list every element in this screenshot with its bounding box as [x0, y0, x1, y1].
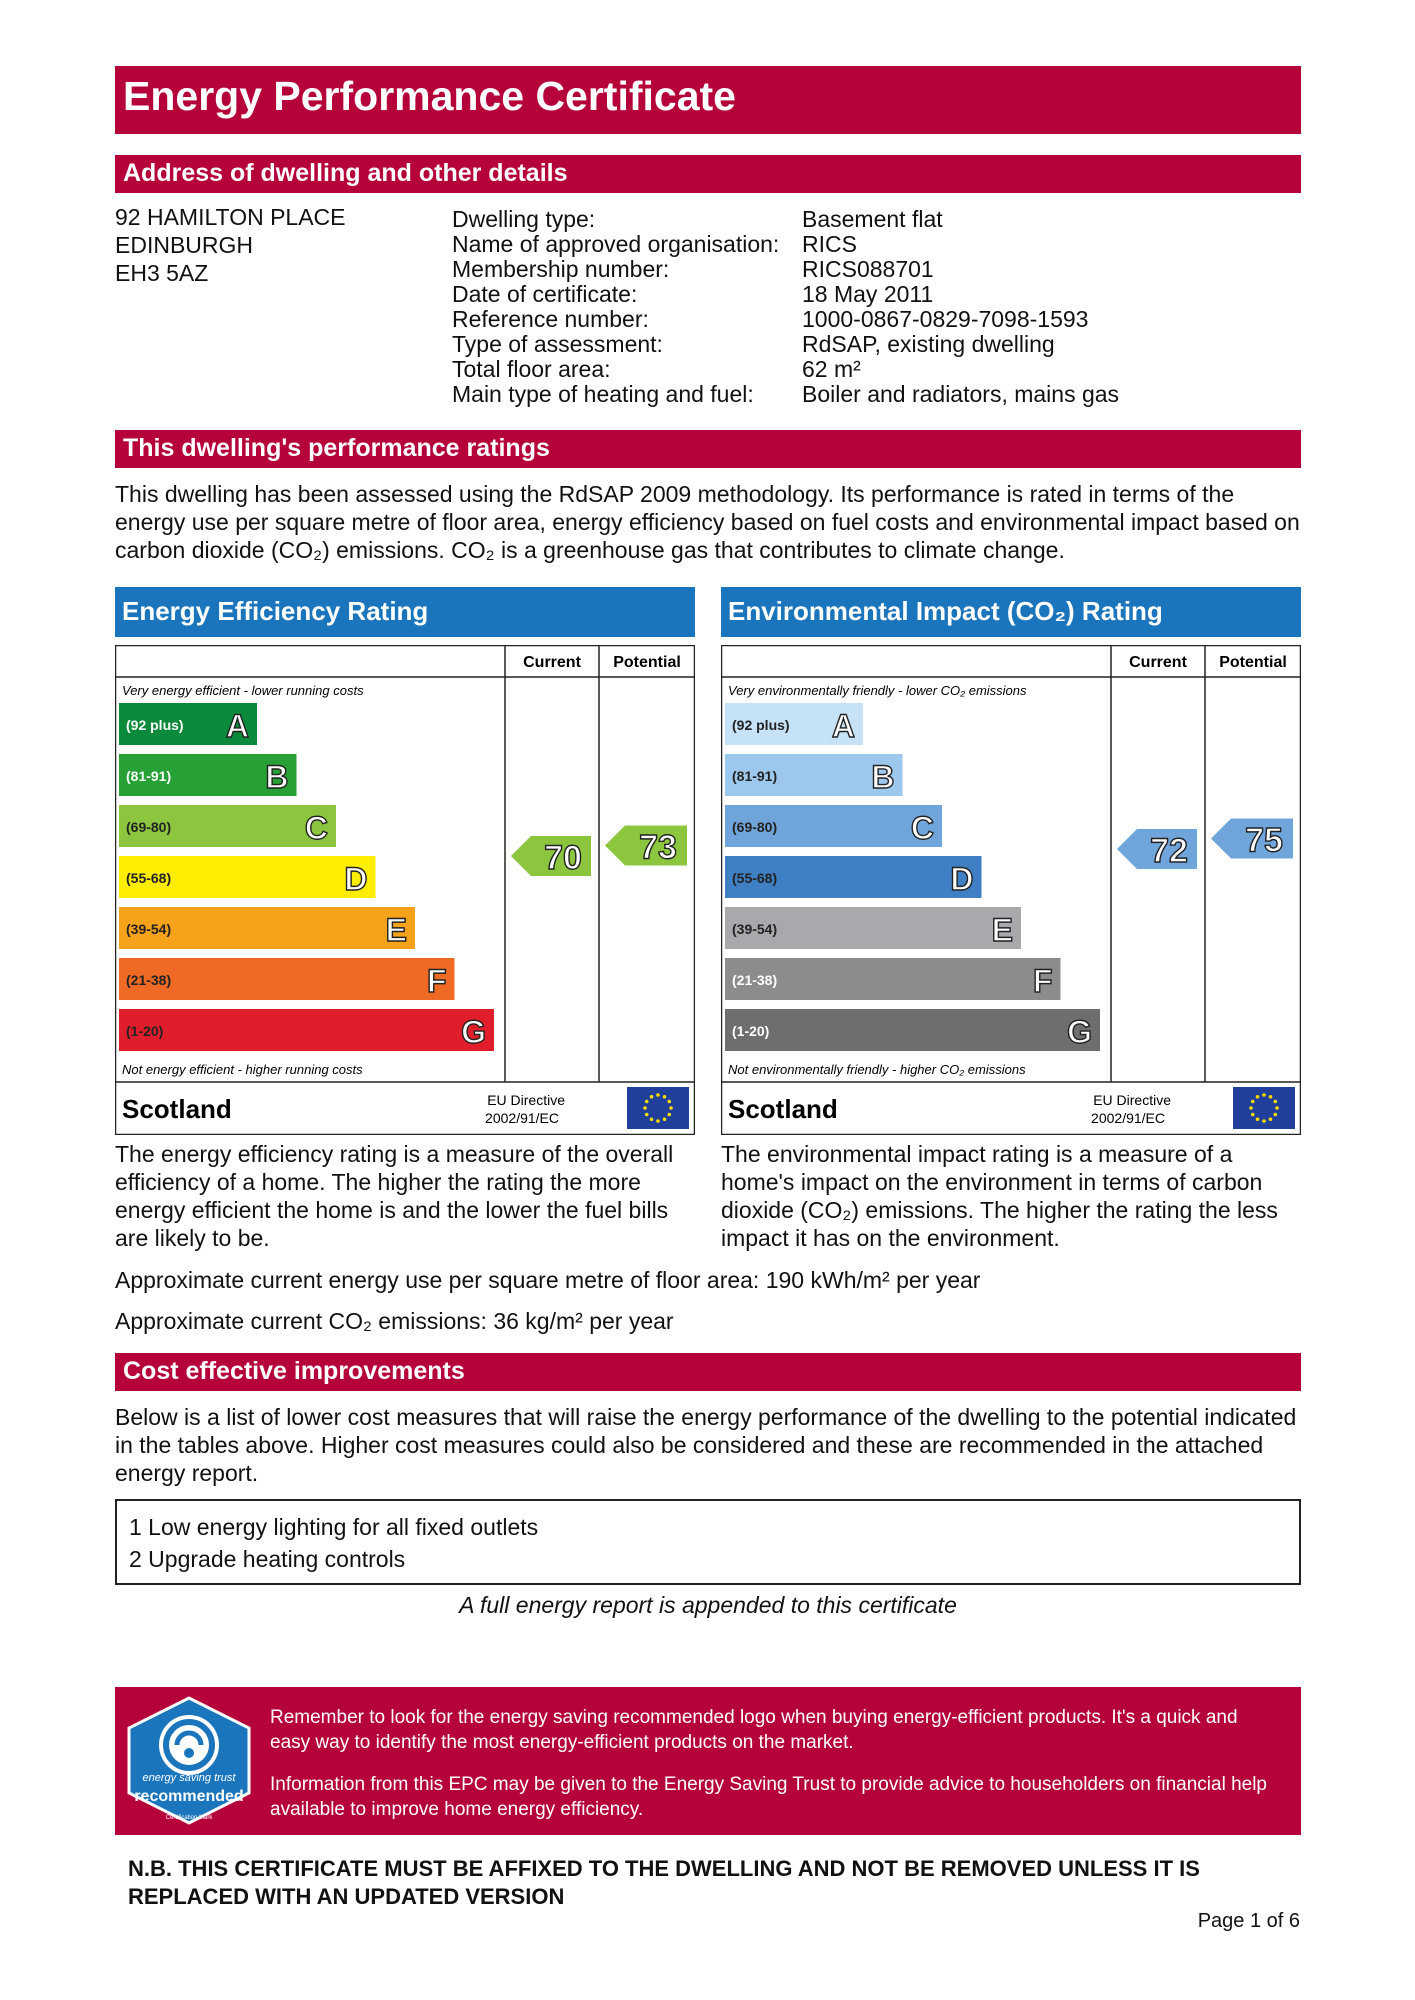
- bottom-note: Not energy efficient - higher running costs: [122, 1062, 363, 1077]
- bottom-note: Not environmentally friendly - higher CO₂ emissions: [728, 1062, 1026, 1077]
- environment-rating-chart: [721, 645, 1301, 1135]
- current-rating-value: 72: [1150, 832, 1188, 870]
- logo-certification-text: Certification Mark: [165, 1815, 213, 1821]
- improvements-list: [115, 1499, 1301, 1585]
- eu-star: [667, 1100, 671, 1104]
- full-report-note: A full energy report is appended to this certificate: [459, 1592, 957, 1618]
- region-label: Scotland: [728, 1094, 838, 1124]
- band-range-label: (92 plus): [126, 717, 184, 733]
- eu-star: [650, 1117, 654, 1121]
- energy-rating-chart: [115, 645, 695, 1135]
- detail-label: Reference number:: [452, 306, 649, 332]
- eu-star: [656, 1119, 660, 1123]
- environmental-impact-panel: [721, 587, 1301, 1251]
- eu-star: [1251, 1100, 1255, 1104]
- nb-notice: N.B. THIS CERTIFICATE MUST BE AFFIXED TO THE DWELLING AND NOT BE REMOVED UNLESS IT IS REPLACED WITH AN UPDATED VERSION: [128, 1856, 1200, 1909]
- current-rating-value: 70: [544, 839, 582, 877]
- band-letter: A: [225, 708, 249, 744]
- detail-label: Total floor area:: [452, 356, 611, 382]
- address-line: 92 HAMILTON PLACE: [115, 204, 346, 230]
- detail-value: RICS: [802, 231, 857, 257]
- energy-saving-trust-banner: [115, 1687, 1301, 1835]
- detail-value: 18 May 2011: [802, 281, 934, 307]
- detail-value: RdSAP, existing dwelling: [802, 331, 1055, 357]
- band-letter: F: [426, 963, 447, 999]
- band-range-label: (1-20): [732, 1023, 770, 1039]
- ratings-intro: This dwelling has been assessed using the RdSAP 2009 methodology. Its performance is rated in terms of the energy use per square metre of floor area, energy efficiency based on fuel costs and environmental impact based on carbon dioxide (CO₂) emissions. CO₂ is a greenhouse gas that contributes to climate change.: [115, 481, 1300, 563]
- detail-value: 1000-0867-0829-7098-1593: [802, 306, 1089, 332]
- current-column-header: Current: [1129, 654, 1187, 671]
- address-line: EH3 5AZ: [115, 260, 209, 286]
- potential-column-header: Potential: [1219, 654, 1287, 671]
- top-note: Very environmentally friendly - lower CO₂ emissions: [728, 683, 1027, 698]
- eu-directive-code: 2002/91/EC: [485, 1110, 559, 1126]
- certificate-title: Energy Performance Certificate: [115, 66, 1301, 134]
- eu-star: [663, 1095, 667, 1099]
- banner-paragraph: Remember to look for the energy saving recommended logo when buying energy-efficient products. It's a quick and easy way to identify the most energy-efficient products on the market.: [270, 1707, 1238, 1753]
- eu-star: [1262, 1119, 1266, 1123]
- band-range-label: (39-54): [126, 921, 172, 937]
- band-letter: B: [265, 759, 289, 795]
- detail-label: Date of certificate:: [452, 281, 638, 307]
- co2-emissions-statement: Approximate current CO₂ emissions: 36 kg/m² per year: [115, 1308, 674, 1334]
- eu-star: [1273, 1100, 1277, 1104]
- band-letter: D: [950, 861, 974, 897]
- eu-star: [643, 1106, 647, 1110]
- eu-star: [669, 1106, 673, 1110]
- eu-star: [1249, 1106, 1253, 1110]
- band-letter: D: [344, 861, 368, 897]
- band-range-label: (21-38): [126, 972, 172, 988]
- detail-value: Boiler and radiators, mains gas: [802, 381, 1120, 407]
- band-bar: [119, 1009, 494, 1051]
- band-range-label: (55-68): [126, 870, 172, 886]
- band-range-label: (81-91): [126, 768, 172, 784]
- energy-description: The energy efficiency rating is a measure of the overall efficiency of a home. The higher the rating the more energy efficient the home is and the lower the fuel bills are likely to be.: [115, 1141, 674, 1251]
- eu-star: [645, 1113, 649, 1117]
- eu-directive-code: 2002/91/EC: [1091, 1110, 1165, 1126]
- eu-star: [1256, 1117, 1260, 1121]
- potential-rating-value: 73: [639, 828, 677, 867]
- eu-star: [1269, 1095, 1273, 1099]
- energy-saving-recommended-logo: [121, 1695, 257, 1831]
- band-range-label: (21-38): [732, 972, 778, 988]
- band-letter: A: [831, 708, 855, 744]
- band-range-label: (55-68): [732, 870, 778, 886]
- address-block: [115, 203, 346, 287]
- band-letter: F: [1032, 963, 1053, 999]
- band-range-label: (39-54): [732, 921, 778, 937]
- eu-star: [645, 1100, 649, 1104]
- address-section-heading: Address of dwelling and other details: [115, 155, 1301, 193]
- energy-use-statement: Approximate current energy use per square metre of floor area: 190 kWh/m² per year: [115, 1267, 981, 1293]
- improvements-heading: Cost effective improvements: [115, 1353, 1301, 1391]
- detail-value: 62 m²: [802, 356, 861, 382]
- eu-star: [656, 1093, 660, 1097]
- detail-label: Main type of heating and fuel:: [452, 381, 754, 407]
- eu-directive-label: EU Directive: [487, 1092, 565, 1108]
- detail-label: Dwelling type:: [452, 206, 596, 232]
- band-letter: B: [871, 759, 895, 795]
- banner-paragraph: Information from this EPC may be given to the Energy Saving Trust to provide advice to householders on financial help available to improve home energy efficiency.: [270, 1774, 1267, 1820]
- region-label: Scotland: [122, 1094, 232, 1124]
- current-column-header: Current: [523, 654, 581, 671]
- energy-efficiency-panel: [115, 587, 695, 1251]
- detail-label: Name of approved organisation:: [452, 231, 780, 257]
- improvement-item: 1 Low energy lighting for all fixed outlets: [129, 1514, 539, 1540]
- address-line: EDINBURGH: [115, 232, 254, 258]
- band-range-label: (81-91): [732, 768, 778, 784]
- improvement-item: 2 Upgrade heating controls: [129, 1546, 406, 1572]
- eu-star: [1256, 1095, 1260, 1099]
- potential-column-header: Potential: [613, 654, 681, 671]
- detail-label: Membership number:: [452, 256, 670, 282]
- eu-star: [1273, 1113, 1277, 1117]
- band-range-label: (69-80): [732, 819, 778, 835]
- eu-star: [1269, 1117, 1273, 1121]
- logo-trust-text: energy saving trust: [142, 1772, 236, 1784]
- eu-star: [1251, 1113, 1255, 1117]
- eu-star: [1275, 1106, 1279, 1110]
- energy-panel-title: Energy Efficiency Rating: [115, 587, 695, 637]
- band-letter: C: [910, 810, 934, 846]
- top-note: Very energy efficient - lower running costs: [122, 683, 364, 698]
- band-range-label: (92 plus): [732, 717, 790, 733]
- eu-star: [663, 1117, 667, 1121]
- band-letter: G: [1067, 1014, 1092, 1050]
- eu-star: [667, 1113, 671, 1117]
- band-range-label: (1-20): [126, 1023, 164, 1039]
- band-bar: [725, 1009, 1100, 1051]
- detail-label: Type of assessment:: [452, 331, 663, 357]
- detail-value: RICS088701: [802, 256, 934, 282]
- band-letter: G: [461, 1014, 486, 1050]
- band-letter: E: [385, 912, 407, 948]
- environment-panel-title: Environmental Impact (CO₂) Rating: [721, 587, 1301, 637]
- environment-description: The environmental impact rating is a measure of a home's impact on the environment in terms of carbon dioxide (CO₂) emissions. The higher the rating the less impact it has on the environment.: [721, 1141, 1278, 1251]
- eu-star: [1262, 1093, 1266, 1097]
- eu-directive-label: EU Directive: [1093, 1092, 1171, 1108]
- logo-recommended-text: recommended: [134, 1788, 244, 1805]
- band-range-label: (69-80): [126, 819, 172, 835]
- band-letter: E: [991, 912, 1013, 948]
- page-number: Page 1 of 6: [1197, 1910, 1300, 1932]
- band-letter: C: [304, 810, 328, 846]
- eu-star: [650, 1095, 654, 1099]
- potential-rating-value: 75: [1245, 821, 1283, 860]
- improvements-intro: Below is a list of lower cost measures that will raise the energy performance of the dwelling to the potential indicated in the tables above. Higher cost measures could also be considered and these are recommended in the attached energy report.: [115, 1404, 1297, 1486]
- detail-value: Basement flat: [802, 206, 943, 232]
- ratings-section-heading: This dwelling's performance ratings: [115, 430, 1301, 468]
